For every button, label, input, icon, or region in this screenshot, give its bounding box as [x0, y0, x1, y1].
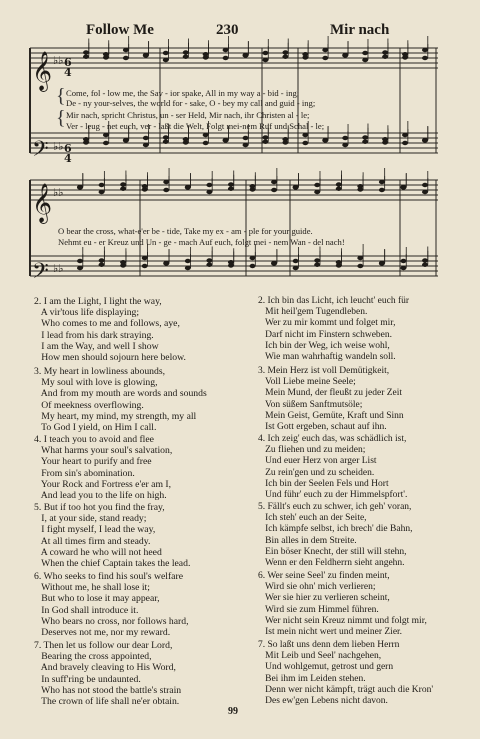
note-head — [163, 180, 169, 184]
note-head — [302, 141, 308, 145]
treble-clef-icon: 𝄞 — [32, 183, 53, 223]
note-head — [314, 183, 320, 187]
note-head — [99, 183, 105, 187]
note-head — [185, 259, 191, 263]
note-head — [379, 188, 385, 192]
note-head — [123, 48, 129, 52]
note-head — [228, 260, 234, 264]
note-head — [206, 190, 212, 194]
note-head — [422, 138, 428, 142]
lyric-line: Mir nach, spricht Christus, un - ser Held, Mir nach, ihr Christen al - le; — [66, 110, 310, 120]
stanza: 4. Ich zeig' euch das, was schädlich ist, Zu fliehen und zu meiden; Und euer Herz von arger List Zu rein'gen und zu scheiden. Ich bin der Seelen Fels und Hort Und führ' euch zu der Himmelspfort'. — [258, 434, 408, 501]
note-head — [400, 259, 406, 263]
title-english: Follow Me — [86, 22, 154, 38]
note-head — [120, 187, 126, 191]
note-head — [206, 183, 212, 187]
lyric-line: Come, fol - low me, the Sav - ior spake, All in my way a - bid - ing; — [66, 88, 300, 98]
stanza: 7. Then let us follow our dear Lord, Bearing the cross appointed, And bravely cleaving to His Word, In suff'ring be undaunted. Who has not stood the battle's strain The crown of life shall ne'er obtain. — [34, 640, 182, 708]
note-head — [103, 141, 109, 145]
note-head — [163, 135, 169, 139]
note-head — [422, 190, 428, 194]
note-head — [228, 182, 234, 186]
note-head — [163, 261, 169, 265]
note-head — [142, 256, 148, 260]
note-head — [120, 260, 126, 264]
note-head — [142, 264, 148, 268]
note-head — [357, 184, 363, 188]
note-head — [243, 143, 249, 147]
note-head — [322, 138, 328, 142]
time-signature: 6 — [64, 142, 72, 155]
note-head — [302, 133, 308, 137]
note-head — [282, 137, 288, 141]
note-head — [203, 141, 209, 145]
note-head — [77, 266, 83, 270]
note-head — [342, 143, 348, 147]
note-head — [142, 184, 148, 188]
time-signature: 4 — [64, 152, 72, 165]
note-head — [83, 55, 89, 59]
note-head — [293, 185, 299, 189]
note-head — [262, 58, 268, 62]
stanza: 2. I am the Light, I light the way, A vir'tous life displaying; Who comes to me and follows, aye, I lead from his dark straying. I am the Way, and well I show How men should sojourn here below. — [34, 296, 186, 364]
note-head — [282, 50, 288, 54]
note-head — [262, 140, 268, 144]
note-head — [271, 188, 277, 192]
hymn-number: 230 — [216, 22, 239, 38]
note-head — [250, 256, 256, 260]
note-head — [322, 56, 328, 60]
bass-clef-icon: 𝄢 — [32, 259, 49, 289]
note-head — [123, 138, 129, 142]
note-head — [293, 259, 299, 263]
note-head — [362, 140, 368, 144]
note-head — [422, 263, 428, 267]
title-german: Mir nach — [330, 22, 390, 38]
note-head — [163, 140, 169, 144]
stanza: 7. So laßt uns denn dem lieben Herrn Mit Leib und Seel' nachgehen, Und wohlgemut, getrost und gern Bei ihm im Leiden stehen. Denn wer nicht kämpft, trägt auch die Kron' Des ew'gen Lebens nicht davon. — [258, 640, 434, 707]
note-head — [83, 137, 89, 141]
note-head — [262, 135, 268, 139]
note-head — [250, 264, 256, 268]
note-head — [203, 52, 209, 56]
brace-icon: { — [56, 107, 66, 129]
note-head — [271, 180, 277, 184]
note-head — [422, 48, 428, 52]
stanza: 3. My heart in lowliness abounds, My soul with love is glowing, And from my mouth are words and sounds Of meekness overflowing. My heart, my mind, my strength, my all To God I yield, on Him I call. — [34, 366, 207, 434]
note-head — [262, 51, 268, 55]
flat-icon: ♭♭ — [53, 262, 64, 275]
note-head — [314, 190, 320, 194]
time-signature: 4 — [64, 66, 72, 79]
note-head — [163, 51, 169, 55]
stanza: 2. Ich bin das Licht, ich leucht' euch für Mit heil'gem Tugendleben. Wer zu mir kommt und folget mir, Darf nicht im Finstern schweben. Ich bin der Weg, ich weise wohl, Wie man wahrhaftig wandeln soll. — [258, 296, 410, 363]
note-head — [379, 261, 385, 265]
note-head — [185, 266, 191, 270]
note-head — [206, 258, 212, 262]
lyric-line: Nehmt eu - er Kreuz und Un - ge - mach Auf euch, folgt mei - nem Wan - del nach! — [58, 237, 345, 247]
note-head — [228, 187, 234, 191]
note-head — [402, 133, 408, 137]
note-head — [163, 58, 169, 62]
note-head — [223, 56, 229, 60]
note-head — [382, 50, 388, 54]
note-head — [143, 53, 149, 57]
note-head — [183, 50, 189, 54]
note-head — [103, 133, 109, 137]
note-head — [336, 260, 342, 264]
note-head — [357, 264, 363, 268]
note-head — [143, 136, 149, 140]
note-head — [206, 263, 212, 267]
time-signature: 6 — [64, 56, 72, 69]
note-head — [362, 135, 368, 139]
note-head — [99, 263, 105, 267]
stanza: 6. Who seeks to find his soul's welfare Without me, he shall lose it; But who to lose it may appear, In God shall introduce it. Who bears no cross, nor follows hard, Deserves not me, nor my reward. — [34, 571, 189, 639]
note-head — [336, 187, 342, 191]
note-head — [379, 180, 385, 184]
lyric-line: Ver - leug - net euch, ver - laßt die Welt, Folgt mei-nem Ruf und Schal - le; — [66, 121, 325, 131]
note-head — [336, 182, 342, 186]
note-head — [183, 137, 189, 141]
treble-clef-icon: 𝄞 — [32, 51, 53, 91]
note-head — [422, 258, 428, 262]
flat-icon: ♭♭ — [53, 186, 64, 199]
flat-icon: ♭♭ — [53, 54, 64, 67]
lyric-line: De - ny your-selves, the world for - sake, O - bey my call and guid - ing; — [66, 98, 316, 108]
note-head — [382, 55, 388, 59]
note-head — [382, 137, 388, 141]
note-head — [314, 258, 320, 262]
note-head — [282, 55, 288, 59]
stanza: 5. But if too hot you find the fray, I, at your side, stand ready; I fight myself, I lead the way, At all times firm and steady. A coward he who will not heed When the chief Captain takes the lead. — [34, 502, 191, 570]
note-head — [77, 185, 83, 189]
note-head — [302, 52, 308, 56]
note-head — [400, 185, 406, 189]
page-number: 99 — [228, 706, 238, 717]
lyric-line: O bear the cross, what-e'er be - tide, Take my ex - am - ple for your guide. — [58, 226, 313, 236]
note-head — [243, 136, 249, 140]
stanza: 4. I teach you to avoid and flee What harms your soul's salvation, Your heart to purify and free From sin's abomination. Your Rock and Fortress e'er am I, And lead you to the life on high. — [34, 434, 173, 502]
note-head — [183, 55, 189, 59]
note-head — [422, 56, 428, 60]
note-head — [271, 261, 277, 265]
brace-icon: { — [56, 85, 66, 107]
note-head — [143, 143, 149, 147]
flat-icon: ♭♭ — [53, 140, 64, 153]
stanza: 5. Fällt's euch zu schwer, ich geh' voran, Ich steh' euch an der Seite, Ich kämpfe selbst, ich brech' die Bahn, Bin alles in dem Streite. Ein böser Knecht, der still will stehn, Wenn er den Feldherrn sieht angehn. — [258, 502, 413, 569]
note-head — [99, 258, 105, 262]
note-head — [314, 263, 320, 267]
note-head — [223, 48, 229, 52]
note-head — [362, 51, 368, 55]
note-head — [357, 256, 363, 260]
note-head — [250, 184, 256, 188]
note-head — [203, 133, 209, 137]
note-head — [185, 185, 191, 189]
note-head — [402, 141, 408, 145]
note-head — [402, 52, 408, 56]
note-head — [103, 52, 109, 56]
note-head — [83, 50, 89, 54]
stanza: 6. Wer seine Seel' zu finden meint, Wird sie ohn' mich verlieren; Wer sie hier zu verlieren scheint, Wird sie zum Himmel führen. Wer nicht sein Kreuz nimmt und folgt mir, Ist mein nicht wert und meiner Zier. — [258, 571, 427, 638]
note-head — [342, 53, 348, 57]
note-head — [120, 182, 126, 186]
stanza: 3. Mein Herz ist voll Demütigkeit, Voll Liebe meine Seele; Mein Mund, der fleußt zu jeder Zeit Von süßem Sanftmutsöle; Mein Geist, Gemüte, Kraft und Sinn Ist Gott ergeben, schaut auf ihn. — [258, 366, 404, 433]
note-head — [422, 183, 428, 187]
note-head — [99, 190, 105, 194]
note-head — [342, 136, 348, 140]
bass-clef-icon: 𝄢 — [32, 137, 49, 167]
note-head — [293, 266, 299, 270]
note-head — [163, 188, 169, 192]
note-head — [362, 58, 368, 62]
note-head — [322, 48, 328, 52]
note-head — [77, 259, 83, 263]
note-head — [223, 138, 229, 142]
note-head — [243, 53, 249, 57]
note-head — [123, 56, 129, 60]
note-head — [400, 266, 406, 270]
